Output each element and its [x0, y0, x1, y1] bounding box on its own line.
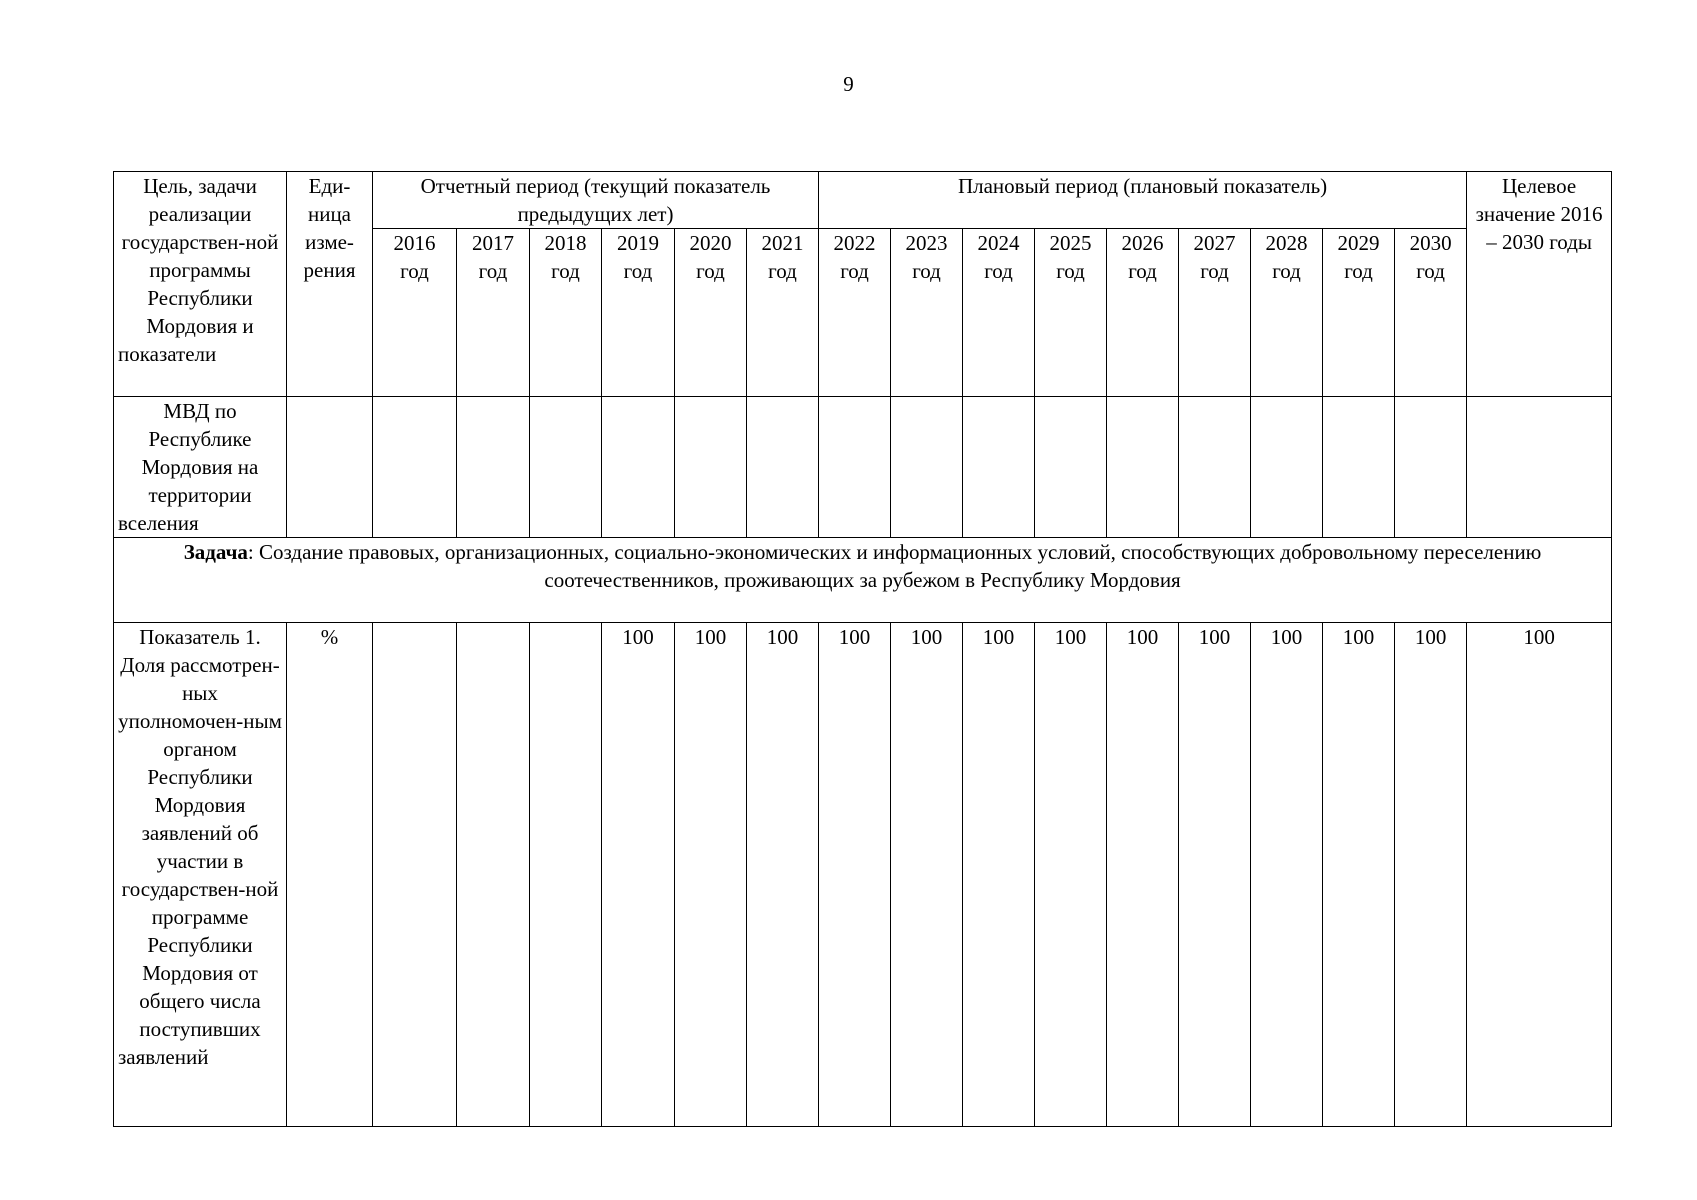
year-header: 2017 год	[457, 229, 530, 397]
table-cell	[1179, 397, 1251, 538]
target-value-header: Целевое значение 2016 – 2030 годы	[1467, 172, 1612, 397]
header-row-1	[114, 172, 1612, 229]
planned-period-header: Плановый период (плановый показатель)	[819, 172, 1467, 229]
indicators-table	[113, 171, 1612, 1127]
indicator-value: 100	[1107, 623, 1179, 1127]
year-header: 2028 год	[1251, 229, 1323, 397]
indicator-value: 100	[1395, 623, 1467, 1127]
indicator-value: 100	[1179, 623, 1251, 1127]
indicator-value: 100	[1035, 623, 1107, 1127]
year-header: 2018 год	[530, 229, 602, 397]
goal-column-header: Цель, задачи реализации государствен-ной программы Республики Мордовия и показатели	[114, 172, 287, 397]
table-cell	[1107, 397, 1179, 538]
year-header: 2024 год	[963, 229, 1035, 397]
table-cell	[287, 397, 373, 538]
table-cell	[1395, 397, 1467, 538]
continuation-label: МВД по Республике Мордовия на территории вселения	[114, 397, 287, 538]
indicator-unit: %	[287, 623, 373, 1127]
year-header: 2022 год	[819, 229, 891, 397]
year-header: 2029 год	[1323, 229, 1395, 397]
indicator-value: 100	[1323, 623, 1395, 1127]
reporting-period-header: Отчетный период (текущий показатель предыдущих лет)	[373, 172, 819, 229]
year-header: 2027 год	[1179, 229, 1251, 397]
continuation-row	[114, 397, 1612, 538]
indicator-row	[114, 623, 1612, 1127]
indicator-value: 100	[602, 623, 675, 1127]
table-cell	[373, 397, 457, 538]
year-header: 2019 год	[602, 229, 675, 397]
year-header: 2026 год	[1107, 229, 1179, 397]
year-header: 2025 год	[1035, 229, 1107, 397]
year-header: 2016 год	[373, 229, 457, 397]
indicator-value: 100	[819, 623, 891, 1127]
indicator-label: Показатель 1. Доля рассмотрен-ных уполномочен-ным органом Республики Мордовия заявлений об участии в государствен-ной программе Республики Мордовия от общего числа поступивших заявлений	[114, 623, 287, 1127]
year-header: 2030 год	[1395, 229, 1467, 397]
table-cell	[457, 397, 530, 538]
task-row	[114, 538, 1612, 623]
table-cell	[819, 397, 891, 538]
table-cell	[1035, 397, 1107, 538]
table-cell	[963, 397, 1035, 538]
year-header: 2020 год	[675, 229, 747, 397]
table-cell	[1323, 397, 1395, 538]
unit-column-header: Еди-ница изме-рения	[287, 172, 373, 397]
task-label: Задача	[183, 540, 248, 564]
table-cell	[1251, 397, 1323, 538]
indicator-value: 100	[747, 623, 819, 1127]
table-cell	[530, 397, 602, 538]
indicator-value: 100	[891, 623, 963, 1127]
indicator-value: 100	[675, 623, 747, 1127]
year-header: 2023 год	[891, 229, 963, 397]
year-header: 2021 год	[747, 229, 819, 397]
indicator-value	[373, 623, 457, 1127]
indicator-value: 100	[963, 623, 1035, 1127]
table-cell	[747, 397, 819, 538]
indicator-target: 100	[1467, 623, 1612, 1127]
task-description	[114, 538, 1612, 623]
table-cell	[602, 397, 675, 538]
indicator-value	[457, 623, 530, 1127]
indicator-value: 100	[1251, 623, 1323, 1127]
table-cell	[1467, 397, 1612, 538]
page-number: 9	[843, 72, 854, 96]
table-cell	[675, 397, 747, 538]
table-cell	[891, 397, 963, 538]
task-text: : Создание правовых, организационных, социально-экономических и информационных условий, способствующих добровольному переселению соотечественников, проживающих за рубежом в Республику Мордовия	[247, 540, 1542, 592]
indicator-value	[530, 623, 602, 1127]
